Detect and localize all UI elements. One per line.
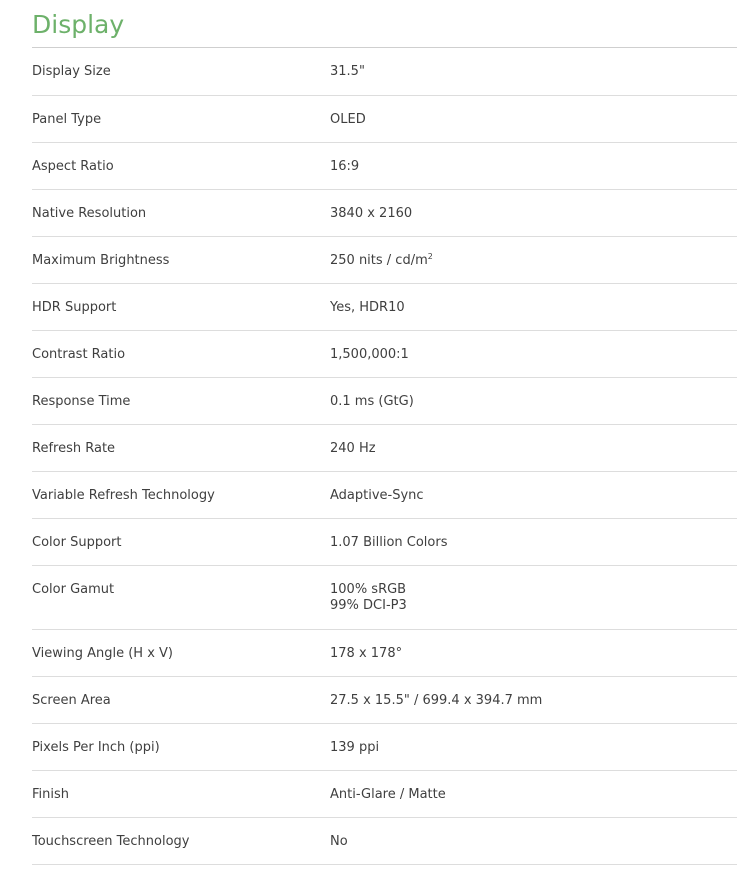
spec-label: Maximum Brightness [32,236,330,283]
spec-value: Adaptive-Sync [330,471,737,518]
spec-label: Response Time [32,377,330,424]
spec-value-line: 99% DCI-P3 [330,597,407,613]
spec-value-text: 250 nits / cd/m [330,252,428,268]
spec-label: Color Support [32,518,330,565]
spec-label: Screen Area [32,676,330,723]
spec-value: Yes, HDR10 [330,283,737,330]
spec-value: 240 Hz [330,424,737,471]
spec-row-contrast-ratio [32,330,737,377]
spec-value [330,565,737,629]
spec-value: 31.5" [330,48,737,95]
spec-label: Variable Refresh Technology [32,471,330,518]
spec-value: 1,500,000:1 [330,330,737,377]
spec-label: Finish [32,770,330,817]
spec-label: Display Size [32,48,330,95]
section-title: Display [32,0,737,48]
spec-label: Touchscreen Technology [32,817,330,864]
spec-value: OLED [330,95,737,142]
spec-label: Pixels Per Inch (ppi) [32,723,330,770]
spec-label: Color Gamut [32,565,330,629]
spec-value-line: 100% sRGB [330,581,407,597]
spec-row-screen-area [32,676,737,723]
spec-value: 139 ppi [330,723,737,770]
spec-value [330,236,737,283]
spec-label: HDR Support [32,283,330,330]
spec-row-viewing-angle [32,629,737,676]
spec-label: Contrast Ratio [32,330,330,377]
spec-value: 3840 x 2160 [330,189,737,236]
spec-row-color-gamut [32,565,737,629]
display-specs-section [32,0,737,865]
spec-label: Refresh Rate [32,424,330,471]
spec-row-panel-type [32,95,737,142]
spec-value: 16:9 [330,142,737,189]
superscript: 2 [427,251,433,261]
spec-row-display-size [32,48,737,95]
spec-row-aspect-ratio [32,142,737,189]
spec-value: 27.5 x 15.5" / 699.4 x 394.7 mm [330,676,737,723]
spec-label: Panel Type [32,95,330,142]
spec-row-native-resolution [32,189,737,236]
spec-row-refresh-rate [32,424,737,471]
spec-row-pixels-per-inch [32,723,737,770]
spec-value: Anti-Glare / Matte [330,770,737,817]
spec-row-touchscreen [32,817,737,864]
spec-row-maximum-brightness [32,236,737,283]
spec-row-response-time [32,377,737,424]
spec-value: 178 x 178° [330,629,737,676]
spec-label: Native Resolution [32,189,330,236]
spec-row-variable-refresh [32,471,737,518]
spec-value: 1.07 Billion Colors [330,518,737,565]
spec-value: No [330,817,737,864]
spec-table [32,48,737,865]
spec-row-hdr-support [32,283,737,330]
spec-label: Aspect Ratio [32,142,330,189]
spec-value: 0.1 ms (GtG) [330,377,737,424]
spec-row-finish [32,770,737,817]
spec-label: Viewing Angle (H x V) [32,629,330,676]
spec-row-color-support [32,518,737,565]
